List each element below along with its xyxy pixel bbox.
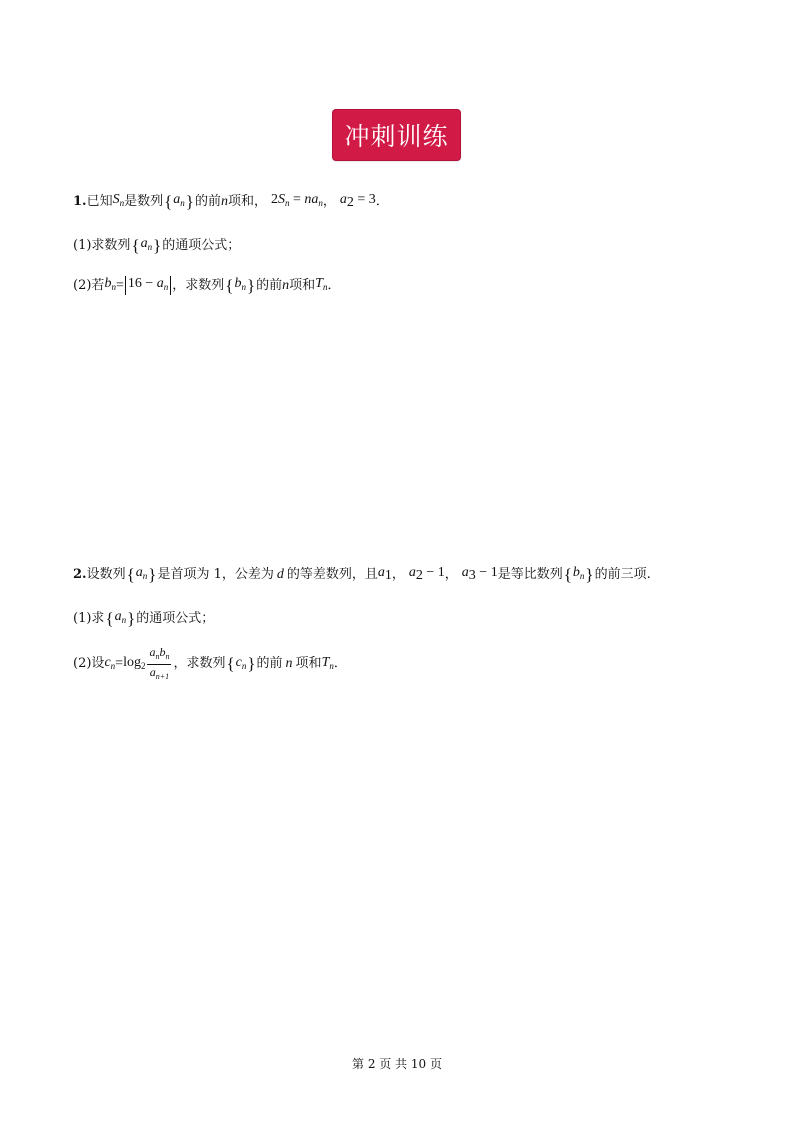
q1-text: ， bbox=[322, 193, 336, 209]
math-T: $T_n$ bbox=[315, 276, 328, 292]
math-c: $c_n$ bbox=[104, 654, 116, 671]
math-log: $\log_2$ bbox=[123, 654, 146, 671]
part-text: 的前 bbox=[256, 656, 283, 671]
math-equation-2: $a_2 = 3$ bbox=[339, 192, 376, 210]
part-label: (2) bbox=[73, 656, 92, 671]
q2-text: 的等差数列，且 bbox=[286, 566, 378, 582]
q2-text: ， bbox=[391, 566, 405, 582]
part-text: 的通项公式； bbox=[162, 237, 241, 253]
q2-text: 的前三项. bbox=[594, 566, 651, 582]
question-2-part-2 bbox=[73, 646, 347, 682]
math-a: $a_n$ bbox=[114, 609, 127, 625]
q2-text: 设数列 bbox=[86, 566, 126, 582]
math-a: $a_n$ bbox=[140, 236, 153, 252]
brace-open: { bbox=[226, 654, 235, 673]
math-a: $a_n$ bbox=[173, 192, 185, 208]
q1-text: 已知 bbox=[86, 193, 113, 209]
math-absolute-value: $16 - a_n$ bbox=[125, 276, 171, 295]
part-label: (1) bbox=[73, 237, 92, 253]
brace-open: { bbox=[225, 275, 234, 295]
brace-open: { bbox=[126, 564, 135, 584]
section-banner bbox=[333, 110, 460, 160]
brace-close: } bbox=[127, 608, 136, 628]
q1-text: 是数列 bbox=[124, 193, 164, 209]
math-a2-minus-1: $a_2 - 1$ bbox=[408, 565, 445, 583]
math-a: $a_n$ bbox=[135, 565, 148, 581]
part-text: 项和 bbox=[295, 656, 322, 671]
question-2-number: 2. bbox=[73, 566, 87, 582]
brace-open: { bbox=[563, 564, 572, 584]
math-n: n bbox=[285, 656, 293, 671]
question-1-stem bbox=[73, 190, 389, 213]
part-text: 项和 bbox=[289, 277, 316, 293]
part-text: ． bbox=[327, 277, 341, 293]
q2-text: ， bbox=[444, 566, 458, 582]
math-b: $b_n$ bbox=[234, 276, 246, 292]
q2-text: 是等比数列 bbox=[497, 566, 563, 582]
brace-close: } bbox=[148, 564, 157, 584]
brace-close: } bbox=[185, 191, 194, 211]
part-text: ，求数列 bbox=[173, 656, 226, 671]
part-text: 求 bbox=[91, 610, 105, 626]
brace-close: } bbox=[246, 275, 256, 295]
brace-close: } bbox=[585, 564, 594, 584]
q1-text: 项和， bbox=[227, 193, 267, 209]
math-equation-1: $2S_n = na_n$ bbox=[270, 192, 323, 208]
question-2-stem bbox=[73, 563, 651, 586]
brace-close: } bbox=[153, 235, 162, 255]
equals-sign: = bbox=[115, 277, 124, 293]
brace-open: { bbox=[105, 608, 114, 628]
math-n: n bbox=[282, 277, 290, 293]
math-b: $b_n$ bbox=[572, 565, 585, 581]
math-d: d bbox=[276, 566, 284, 582]
part-text: 的前 bbox=[256, 277, 283, 293]
math-b: $b_n$ bbox=[104, 276, 116, 292]
q1-text: ． bbox=[375, 193, 389, 209]
brace-open: { bbox=[131, 235, 140, 255]
equals-sign: = bbox=[115, 656, 124, 671]
q2-text: 是首项为 1，公差为 bbox=[157, 566, 274, 582]
math-S: $S_n$ bbox=[112, 192, 125, 208]
q1-text: 的前 bbox=[194, 193, 221, 209]
part-text: 设 bbox=[91, 656, 105, 671]
part-label: (2) bbox=[73, 277, 92, 293]
math-T: $T_n$ bbox=[321, 654, 334, 671]
part-text: 求数列 bbox=[91, 237, 131, 253]
math-c: $c_n$ bbox=[235, 654, 247, 671]
math-n: n bbox=[220, 193, 228, 209]
part-text: 若 bbox=[91, 277, 105, 293]
question-2-part-1 bbox=[73, 607, 214, 630]
question-1-part-2 bbox=[73, 274, 340, 297]
question-1-part-1 bbox=[73, 234, 240, 257]
part-text: 的通项公式； bbox=[136, 610, 215, 626]
math-a3-minus-1: $a_3 - 1$ bbox=[461, 565, 498, 583]
brace-close: } bbox=[247, 654, 256, 673]
page-footer: 第 2 页 共 10 页 bbox=[352, 1057, 442, 1071]
question-1-number: 1. bbox=[73, 193, 87, 209]
math-fraction: $\frac{a_nb_n}{a_{n+1}}$ bbox=[149, 644, 170, 681]
math-a1: $a_1$ bbox=[377, 565, 392, 583]
banner-title: 冲刺训练 bbox=[344, 122, 449, 151]
part-label: (1) bbox=[73, 610, 92, 626]
brace-open: { bbox=[164, 191, 173, 211]
part-text: ，求数列 bbox=[172, 277, 225, 293]
part-text: ． bbox=[333, 656, 347, 671]
